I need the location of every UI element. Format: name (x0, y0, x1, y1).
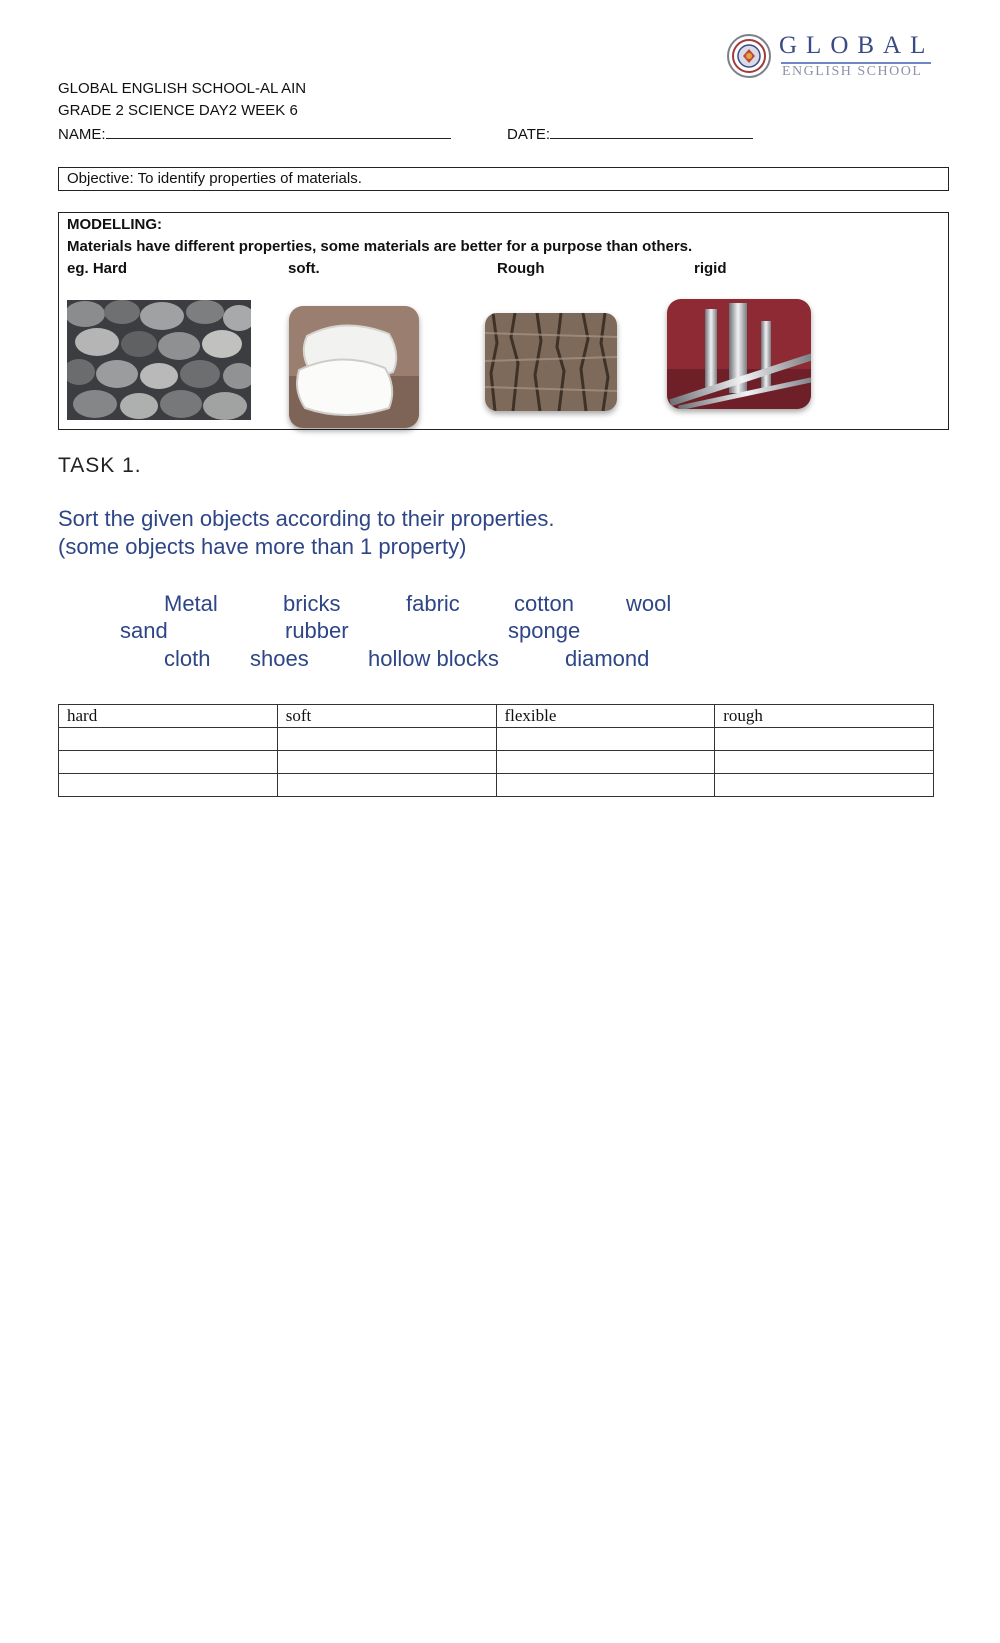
sorting-table (58, 704, 934, 797)
table-cell[interactable] (496, 751, 715, 774)
table-row (59, 751, 934, 774)
word-bricks: bricks (283, 591, 341, 616)
header-rough: rough (715, 705, 934, 728)
example-rough: Rough (497, 260, 545, 277)
table-cell[interactable] (277, 751, 496, 774)
header-hard: hard (59, 705, 278, 728)
table-cell[interactable] (496, 774, 715, 797)
word-metal: Metal (164, 591, 218, 616)
example-hard: eg. Hard (67, 260, 128, 277)
word-cloth: cloth (164, 646, 211, 671)
table-cell[interactable] (715, 774, 934, 797)
modelling-box (58, 212, 949, 430)
word-shoes: shoes (250, 646, 309, 671)
table-cell[interactable] (59, 751, 278, 774)
word-wool: wool (626, 591, 672, 616)
objective-box: Objective: To identify properties of materials. (58, 167, 949, 191)
school-emblem-icon (727, 34, 771, 78)
word-fabric: fabric (406, 591, 460, 616)
table-cell[interactable] (496, 728, 715, 751)
task-title: TASK 1. (58, 454, 142, 477)
pillows-image (289, 306, 419, 428)
word-cotton: cotton (514, 591, 574, 616)
word-sand: sand (120, 618, 168, 643)
instruction-line-2: (some objects have more than 1 property) (58, 534, 467, 559)
example-soft: soft. (288, 260, 320, 277)
table-header-row (59, 705, 934, 728)
example-rigid: rigid (694, 260, 727, 277)
tree-bark-image (485, 313, 617, 411)
logo-wordmark: GLOBAL (779, 32, 935, 59)
table-cell[interactable] (59, 774, 278, 797)
table-cell[interactable] (715, 728, 934, 751)
name-blank[interactable] (106, 124, 451, 139)
date-label: DATE: (507, 126, 551, 143)
grade-line: GRADE 2 SCIENCE DAY2 WEEK 6 (58, 102, 298, 119)
school-name: GLOBAL ENGLISH SCHOOL-AL AIN (58, 80, 307, 97)
instruction-line-1: Sort the given objects according to their properties. (58, 506, 555, 531)
date-blank[interactable] (550, 124, 753, 139)
word-sponge: sponge (508, 618, 581, 643)
modelling-heading: MODELLING: (67, 216, 162, 233)
stones-image (67, 300, 251, 420)
name-label: NAME: (58, 126, 106, 143)
table-cell[interactable] (277, 774, 496, 797)
header-flexible: flexible (496, 705, 715, 728)
logo-subtitle: ENGLISH SCHOOL (782, 64, 923, 79)
word-diamond: diamond (565, 646, 650, 671)
word-rubber: rubber (285, 618, 349, 643)
word-hollow-blocks: hollow blocks (368, 646, 499, 671)
table-cell[interactable] (277, 728, 496, 751)
table-row (59, 728, 934, 751)
school-logo (727, 32, 937, 82)
table-cell[interactable] (715, 751, 934, 774)
date-field[interactable] (507, 124, 753, 143)
header-soft: soft (277, 705, 496, 728)
name-field[interactable] (58, 124, 451, 143)
table-row (59, 774, 934, 797)
metal-rods-image (667, 299, 811, 409)
table-cell[interactable] (59, 728, 278, 751)
modelling-statement: Materials have different properties, some materials are better for a purpose than others. (67, 238, 693, 255)
